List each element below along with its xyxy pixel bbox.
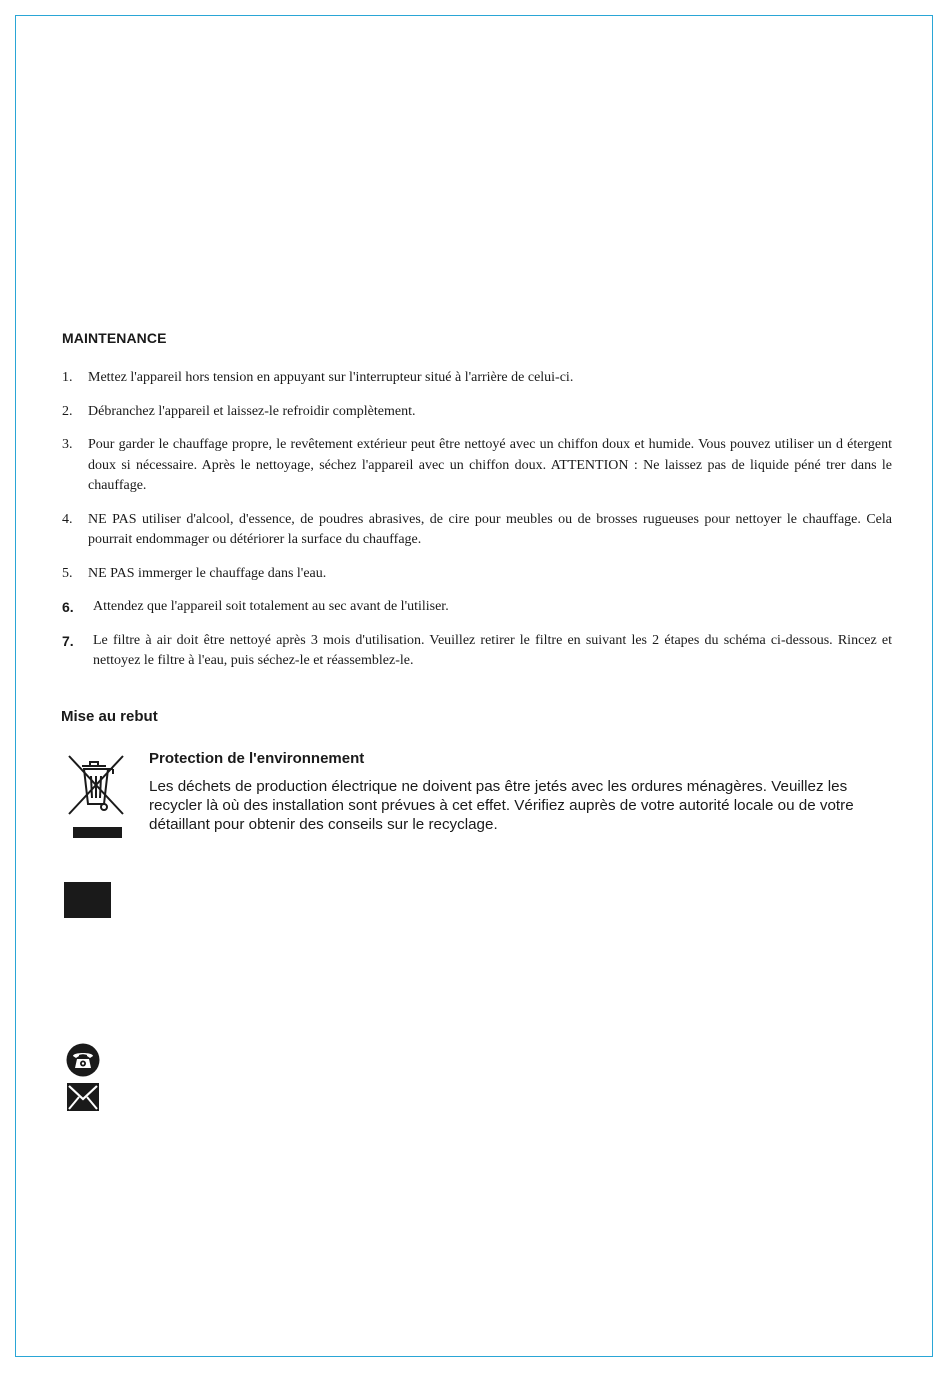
item-number: 2. (62, 403, 73, 419)
item-number: 5. (62, 565, 73, 581)
item-number: 1. (62, 370, 73, 385)
list-item (62, 631, 892, 672)
list-item (62, 402, 892, 423)
list-item (62, 510, 892, 551)
item-text: Le filtre à air doit être nettoyé après 3 mois d'utilisation. Veuillez retirer le filtre en suivant les 2 étapes du schéma ci-dessous. Rincez et nettoyez le filtre à l'eau, puis séchez-le et réassemblez-le. (93, 632, 892, 668)
item-number: 6. (62, 599, 74, 615)
item-text: Débranchez l'appareil et laissez-le refroidir complètement. (88, 403, 416, 419)
protection-title: Protection de l'environnement (149, 750, 365, 767)
item-text: NE PAS immerger le chauffage dans l'eau. (88, 565, 327, 581)
item-number: 4. (62, 511, 73, 527)
maintenance-title: MAINTENANCE (62, 330, 167, 346)
crossed-out-wheelie-bin-icon (66, 752, 126, 842)
list-item (62, 564, 892, 585)
list-item (62, 597, 892, 618)
item-text: Attendez que l'appareil soit totalement au sec avant de l'utiliser. (93, 599, 449, 614)
item-number: 3. (62, 437, 73, 452)
black-square (64, 882, 111, 918)
item-text: Pour garder le chauffage propre, le revêtement extérieur peut être nettoyé avec un chiffon doux et humide. Vous pouvez utiliser un d étergent doux si nécessaire. Après le nettoyage, séchez l'appareil avec un chiffon doux. ATTENTION : Ne laissez pas de liquide péné trer dans le chauffage. (88, 437, 892, 493)
mail-icon (66, 1080, 100, 1114)
phone-icon (66, 1043, 100, 1077)
maintenance-list (62, 368, 892, 672)
item-text: NE PAS utiliser d'alcool, d'essence, de poudres abrasives, de cire pour meubles ou de brosses rugueuses pour nettoyer le chauffage. Cela pourrait endommager ou détériorer la surface du chauffage. (88, 511, 892, 547)
disposal-title: Mise au rebut (61, 708, 158, 725)
item-text: Mettez l'appareil hors tension en appuyant sur l'interrupteur situé à l'arrière de celui-ci. (88, 370, 574, 385)
page-frame (15, 15, 933, 1357)
protection-text: Les déchets de production électrique ne doivent pas être jetés avec les ordures ménagères. Veuillez les recycler là où des installation sont prévues à cet effet. Vérifiez auprès de votre autorité locale ou de votre détaillant pour obtenir des conseils sur le recyclage. (149, 778, 854, 833)
list-item (62, 435, 892, 497)
list-item (62, 368, 892, 389)
item-number: 7. (62, 632, 74, 649)
